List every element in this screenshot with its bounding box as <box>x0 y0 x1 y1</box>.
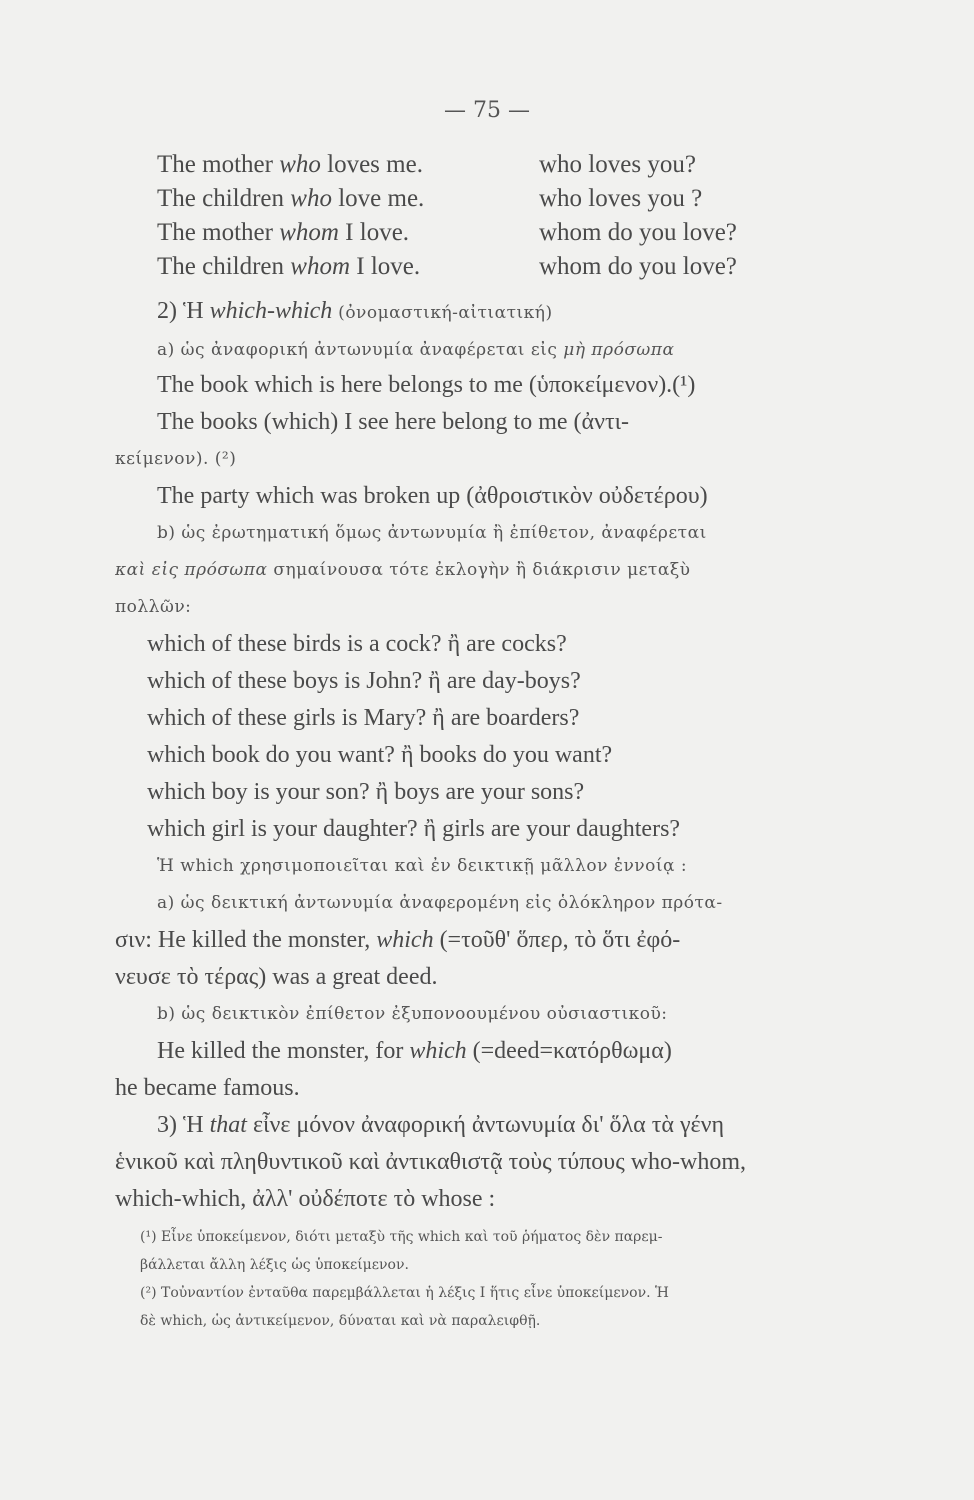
example-table <box>157 148 837 284</box>
example-question: which girl is your daughter? ἢ girls are your daughters? <box>147 816 681 842</box>
example-row <box>157 216 837 250</box>
example-row <box>157 182 837 216</box>
example-right: whom do you love? <box>539 219 737 246</box>
text-line: κείμενον). (²) <box>115 449 237 469</box>
text-line: The book which is here belongs to me (ὑποκείμενον).(¹) <box>157 372 696 398</box>
footnotes <box>140 1223 860 1335</box>
example-question: which of these boys is John? ἢ are day-boys? <box>147 668 581 694</box>
example-question: which boy is your son? ἢ boys are your sons? <box>147 779 585 805</box>
text-line: b) ὡς ἐρωτηματική ὅμως ἀντωνυμία ἢ ἐπίθετον, ἀναφέρεται <box>157 523 707 543</box>
example-left: The children who love me. <box>157 185 425 212</box>
text-line: b) ὡς δεικτικὸν ἐπίθετον ἐξυπονοουμένου οὐσιαστικοῦ: <box>157 1004 668 1024</box>
text-line: Ἡ which χρησιμοποιεῖται καὶ ἐν δεικτικῇ μᾶλλον ἐννοίᾳ : <box>157 856 688 876</box>
text-line: which-which, ἀλλ' οὐδέποτε τὸ whose : <box>115 1186 496 1212</box>
example-question: which book do you want? ἢ books do you want? <box>147 742 613 768</box>
text-line: a) ὡς δεικτική ἀντωνυμία ἀναφερομένη εἰς ὁλόκληρον πρότα- <box>157 893 723 913</box>
example-left: The mother whom I love. <box>157 219 410 246</box>
section-heading: 2) Ἡ which-which (ὀνομαστική-αἰτιατική) <box>157 298 553 324</box>
text-line: The books (which) I see here belong to me (ἀντι- <box>157 409 630 435</box>
example-question: which of these girls is Mary? ἢ are boarders? <box>147 705 580 731</box>
text-line: πολλῶν: <box>115 597 192 617</box>
footnote-line: (¹) Εἶνε ὑποκείμενον, διότι μεταξὺ τῆς which καὶ τοῦ ῥήματος δὲν παρεμ- <box>140 1229 663 1245</box>
text-line: νευσε τὸ τέρας) was a great deed. <box>115 964 438 990</box>
footnote-line: (²) Τοὐναντίον ἐνταῦθα παρεμβάλλεται ἡ λέξις I ἥτις εἶνε ὑποκείμενον. Ἡ <box>140 1285 669 1301</box>
example-right: who loves you? <box>539 151 696 178</box>
example-question: which of these birds is a cock? ἢ are cocks? <box>147 631 567 657</box>
text-line: he became famous. <box>115 1075 300 1101</box>
body-text <box>115 293 850 1218</box>
example-right: whom do you love? <box>539 253 737 280</box>
example-right: who loves you ? <box>539 185 703 212</box>
text-line: σιν: He killed the monster, which (=τοῦθ' ὅπερ, τὸ ὅτι ἐφό- <box>115 927 681 953</box>
footnote-line: βάλλεται ἄλλη λέξις ὡς ὑποκείμενον. <box>140 1257 409 1273</box>
example-row <box>157 250 837 284</box>
example-left: The mother who loves me. <box>157 151 423 178</box>
example-left: The children whom I love. <box>157 253 421 280</box>
section-heading: 3) Ἡ that εἶνε μόνον ἀναφορική ἀντωνυμία δι' ὅλα τὰ γένη <box>157 1112 725 1138</box>
footnote-line: δὲ which, ὡς ἀντικείμενον, δύναται καὶ νὰ παραλειφθῇ. <box>140 1313 541 1329</box>
example-row <box>157 148 837 182</box>
text-line: a) ὡς ἀναφορική ἀντωνυμία ἀναφέρεται εἰς μὴ πρόσωπα <box>157 340 675 360</box>
page-number: — 75 — <box>444 98 530 123</box>
text-line: He killed the monster, for which (=deed=κατόρθωμα) <box>157 1038 672 1064</box>
text-line: ἑνικοῦ καὶ πληθυντικοῦ καὶ ἀντικαθιστᾷ τοὺς τύπους who-whom, <box>115 1149 747 1175</box>
text-line: The party which was broken up (ἀθροιστικὸν οὐδετέρου) <box>157 483 708 509</box>
text-line: καὶ εἰς πρόσωπα σημαίνουσα τότε ἐκλογὴν ἢ διάκρισιν μεταξὺ <box>115 560 691 580</box>
